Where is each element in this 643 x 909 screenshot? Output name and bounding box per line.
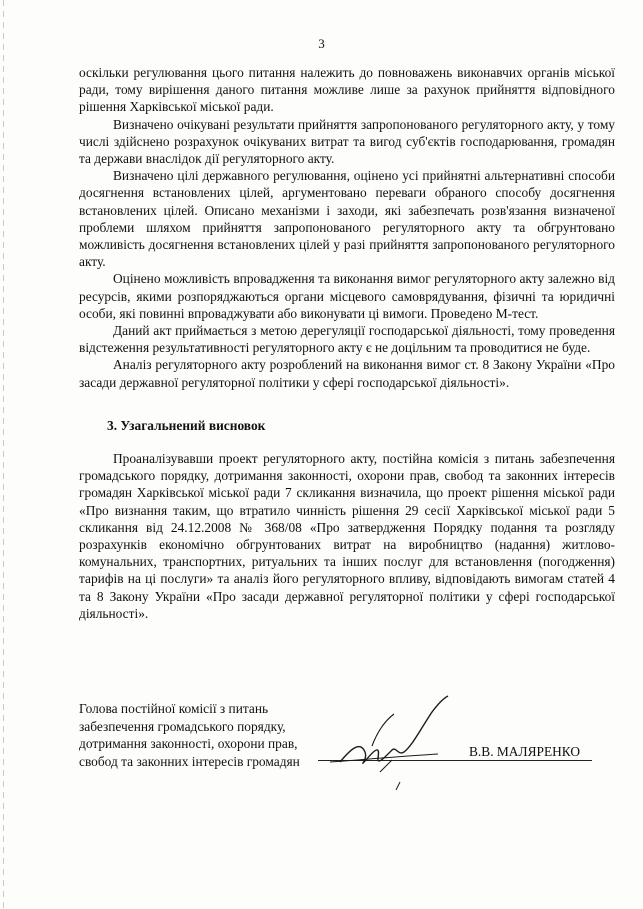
section-heading: 3. Узагальнений висновок (107, 417, 266, 433)
signatory-name: В.В. МАЛЯРЕНКО (469, 744, 581, 759)
paragraph-5: Даний акт приймається з метою дерегуляції господарської діяльності, тому проведення відстеження результативності регуляторного акту є не доцільним та проводитися не буде. (79, 323, 615, 356)
signature-title-line-3: дотримання законності, охорони прав, (79, 736, 298, 752)
page-number: 3 (318, 36, 325, 51)
scan-edge (3, 0, 4, 909)
conclusion-paragraph: Проаналізувавши проект регуляторного акту, постійна комісія з питань забезпечення громадського порядку, дотримання законності, охорони прав, свобод та законних інтересів громадян Харківської міської ради 7 скликання визначила, що проект рішення міської ради «Про визнання таким, що втратило чинність рішення 29 сесії Харківської міської ради 5 скликання від 24.12.2008 № 368/08 «Про затвердження Порядку подання та розгляду розрахунків економічно обгрунтованих витрат на виробництво (надання) житлово-комунальних, транспортних, ритуальних та інших послуг для встановлення (погодження) тарифів на ці послуги» та аналіз його регуляторного впливу, відповідають вимогам статей 4 та 8 Закону України «Про засади державної регуляторної політики у сфері господарської діяльності». (79, 451, 615, 621)
paragraph-4: Оцінено можливість впровадження та виконання вимог регуляторного акту залежно від ресурсів, якими розпоряджаються органи місцевого самоврядування, фізичні та юридичні особи, які повинні впроваджувати або виконувати ці вимоги. Проведено М-тест. (79, 271, 615, 321)
handwritten-signature (320, 690, 470, 800)
paragraph-3: Визначено цілі державного регулювання, оцінено усі прийнятні альтернативні способи досягнення встановлених цілей, аргументовано переваги обраного способу досягнення встановлених цілей. Описано механізми і заходи, які забезпечать розв'язання визначеної проблеми шляхом прийняття запропонованого регуляторного акту та обгрунтовано можливість досягнення встановлених цілей у разі прийняття запропонованого регуляторного акту. (79, 168, 615, 270)
paragraph-2: Визначено очікувані результати прийняття запропонованого регуляторного акту, у тому числі здійснено розрахунок очікуваних витрат та вигод суб'єктів господарювання, громадян та держави внаслідок дії регуляторного акту. (79, 116, 615, 167)
paragraph-1: оскільки регулювання цього питання належить до повноважень виконавчих органів міської ради, тому вирішення даного питання можливе лише за рахунок прийняття відповідного рішення Харківської міської ради. (79, 65, 615, 115)
signature-title-line-4: свобод та законних інтересів громадян (79, 753, 300, 769)
signature-title-line-2: забезпечення громадського порядку, (79, 718, 286, 734)
paragraph-6: Аналіз регуляторного акту розроблений на виконання вимог ст. 8 Закону України «Про засади державної регуляторної політики у сфері господарської діяльності». (79, 357, 615, 390)
body-text (79, 64, 615, 622)
signature-title-line-1: Голова постійної комісії з питань (79, 701, 269, 716)
